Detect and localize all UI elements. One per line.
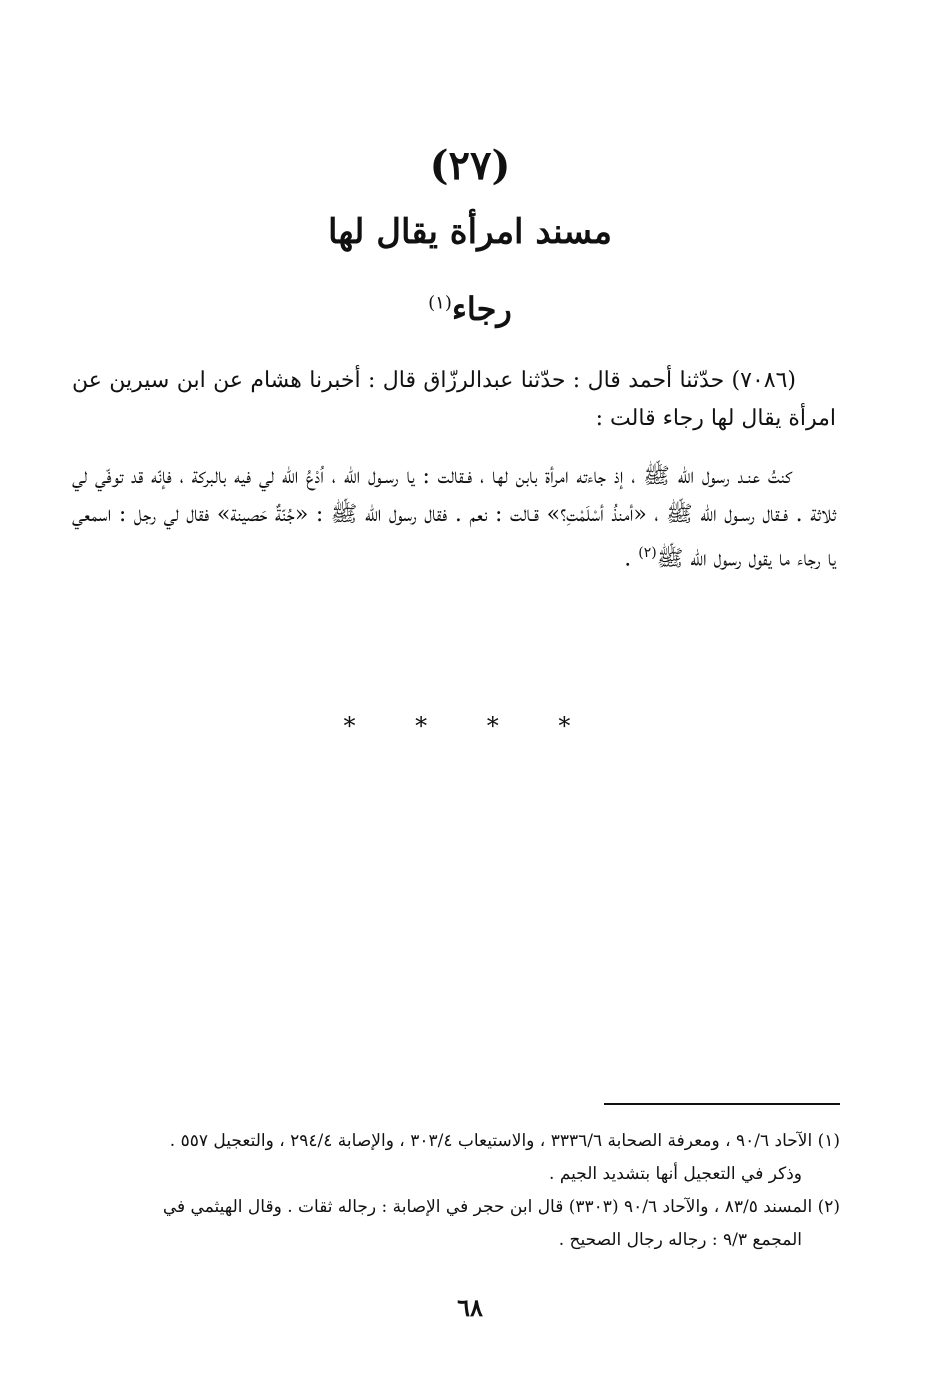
section-divider: * * * *: [343, 712, 597, 740]
chapter-title: مسند امرأة يقال لها: [328, 212, 612, 252]
footnote-1-line-1: (١) الآحاد ٩٠/٦ ، ومعرفة الصحابة ٣٣٣٦/٦ ، والاستيعاب ٣٠٣/٤ ، والإصابة ٢٩٤/٤ ، والتعجيل ٥٥٧ .: [169, 1131, 840, 1151]
chapter-number: (٢٧): [429, 142, 511, 189]
page-number: ٦٨: [457, 1293, 483, 1322]
footnote-ref: (٢): [638, 545, 657, 561]
chapter-subtitle: [0, 290, 940, 328]
matn-end: .: [624, 546, 639, 572]
footnote-2-line-2: المجمع ٩/٣ : رجاله رجال الصحيح .: [558, 1230, 802, 1250]
footnote-ref: (١): [428, 292, 452, 314]
matn-text: كنتُ عنـد رسول اللّه ﷺ ، إذ جاءته امرأة بابن لها ، فـقالت : يا رسـول اللّه ، اُدْعُ اللّه لي فيه بالبركة ، فإنّه قد توفّي لي ثلاثة . فـقال رسـول اللّه ﷺ ، «أمنذُ أسْلَمْتِ؟» قـالت : نعم . فقال رسول اللّه ﷺ : «جُنّةٌ حَصينة» فقال لي رجل : اسمعي يا رجاء ما يقول رسول اللّه ﷺ: [72, 464, 836, 572]
footnote-separator: [604, 1103, 840, 1105]
footnote-1-line-2: وذكر في التعجيل أنها بتشديد الجيم .: [549, 1164, 802, 1184]
footnote-2-line-1: (٢) المسند ٨٣/٥ ، والآحاد ٩٠/٦ (٣٣٠٣) قال ابن حجر في الإصابة : رجاله ثقات . وقال الهيثمي في: [162, 1197, 840, 1217]
hadith-isnad: (٧٠٨٦) حدّثنا أحمد قال : حدّثنا عبدالرزّاق قال : أخبرنا هشام عن ابن سيرين عن امرأة يقال لها رجاء قالت :: [72, 368, 836, 431]
hadith-matn: [72, 458, 836, 578]
footnotes: [80, 1125, 840, 1257]
subtitle-text: رجاء: [451, 290, 512, 328]
